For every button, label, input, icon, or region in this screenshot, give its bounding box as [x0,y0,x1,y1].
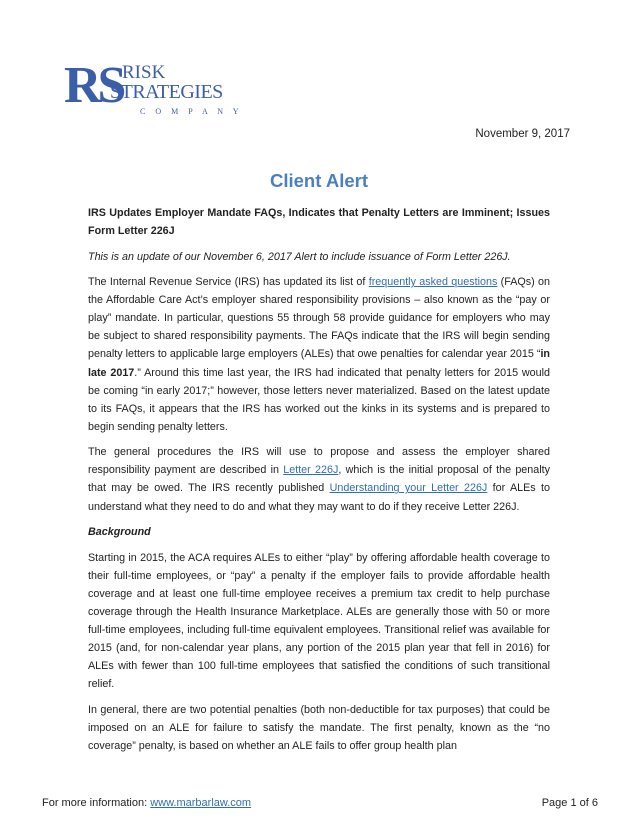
understanding-letter-226j-link[interactable]: Understanding your Letter 226J [329,482,488,495]
page-number: Page 1 of 6 [541,797,598,809]
alert-date: November 9, 2017 [475,128,570,140]
paragraph-faq-update [88,273,550,436]
footer-info-label: For more information: [42,797,151,809]
paragraph-text: The Internal Revenue Service (IRS) has updated its list of [88,276,369,289]
paragraph-text: for ALEs to understand what they need to do and what they may want to do if they receive Letter 226J. [88,482,550,513]
footer-info [42,797,251,809]
logo-word-strategies: STRATEGIES [110,81,223,103]
footer-website-link[interactable]: www.marbarlaw.com [150,797,252,809]
headline: IRS Updates Employer Mandate FAQs, Indicates that Penalty Letters are Imminent; Issues Form Letter 226J [88,207,550,238]
paragraph-text: , which is the initial proposal of the penalty that may be owed. The IRS recently published [88,464,550,495]
paragraph-text: (FAQs) on the Affordable Care Act’s employer shared responsibility provisions – also known as the “pay or play” mandate. In particular, questions 55 through 58 provide guidance for employers who may be subject to shared responsibility payments. The FAQs indicate that the IRS will begin sending penalty letters to applicable large employers (ALEs) that owe penalties for calendar year 2015 “ [88,276,550,361]
company-logo [64,56,254,118]
paragraph-background: Starting in 2015, the ACA requires ALEs to either “play” by offering affordable health coverage to their full-time employees, or “pay” a penalty if the employer fails to provide affordable health coverage and at least one full-time employee receives a premium tax credit to help purchase coverage through the Health Insurance Marketplace. ALEs are generally those with 50 or more full-time employees, including full-time equivalent employees. Transitional relief was available for 2015 (and, for non-calendar year plans, any portion of the 2015 plan year that fell in 2016) for ALEs with fewer than 100 full-time employees that satisfied the conditions of such transitional relief. [88,551,550,691]
section-heading-background: Background [88,526,151,539]
company-logo-graphic [64,56,254,118]
intro-note: This is an update of our November 6, 2017 Alert to include issuance of Form Letter 226J. [88,250,511,263]
paragraph-text: .” Around this time last year, the IRS had indicated that penalty letters for 2015 would be coming “in early 2017;” however, those letters never materialized. Based on the latest update to its FAQs, it appears that the IRS has worked out the kinks in its systems and is prepared to begin sending penalty letters. [88,366,550,433]
document-body [88,204,550,762]
page-title: Client Alert [270,170,368,191]
bold-emphasis: in late 2017 [88,348,550,379]
page-footer [42,797,598,809]
logo-word-company: C O M P A N Y [140,107,243,116]
paragraph-text: The general procedures the IRS will use to propose and assess the employer shared responsibility payment are described in [88,446,550,477]
letter-226j-link[interactable]: Letter 226J [283,464,339,477]
paragraph-penalties: In general, there are two potential penalties (both non-deductible for tax purposes) that could be imposed on an ALE for failure to satisfy the mandate. The first penalty, known as the “no coverage” penalty, is based on whether an ALE fails to offer group health plan [88,703,550,752]
logo-word-risk: RISK [122,62,166,83]
logo-monogram: RS [64,57,123,114]
faq-link[interactable]: frequently asked questions [368,276,498,289]
paragraph-procedures [88,443,550,515]
